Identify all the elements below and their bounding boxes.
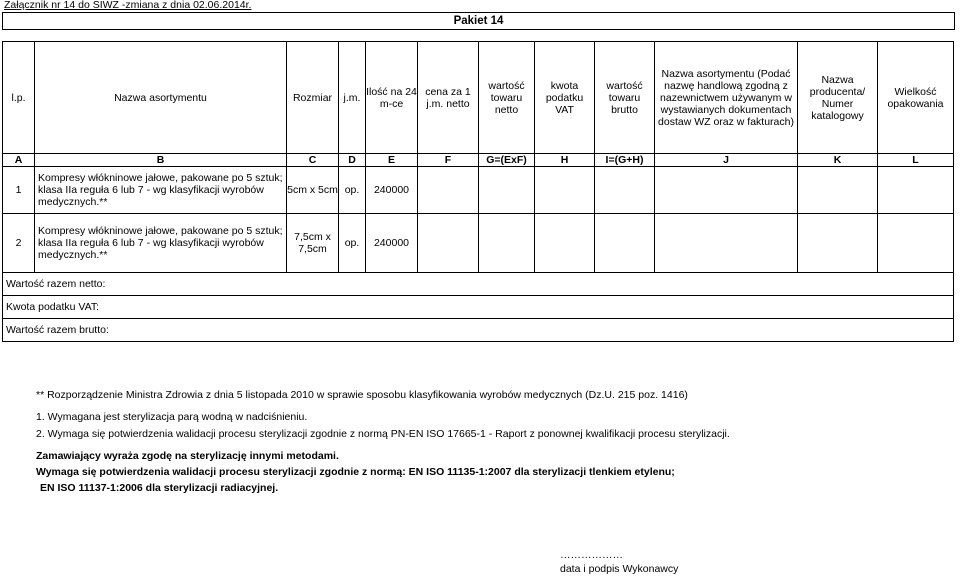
column-letter: H bbox=[535, 154, 595, 167]
row-price[interactable] bbox=[418, 214, 479, 273]
column-letter: D bbox=[339, 154, 366, 167]
row-packaging[interactable] bbox=[878, 167, 954, 214]
column-letter: B bbox=[35, 154, 287, 167]
row-unit: op. bbox=[339, 167, 366, 214]
offer-table bbox=[2, 41, 954, 342]
row-net-value[interactable] bbox=[479, 167, 535, 214]
gross-total-label: Wartość razem brutto: bbox=[3, 319, 954, 342]
summary-vat-row bbox=[3, 296, 954, 319]
requirement-2: 2. Wymaga się potwierdzenia walidacji procesu sterylizacji zgodnie z normą PN-EN ISO 17665-1 - Raport z ponownej kwalifikacji procesu sterylizacji. bbox=[36, 428, 730, 440]
summary-gross-row bbox=[3, 319, 954, 342]
row-producer[interactable] bbox=[798, 167, 878, 214]
col-price: cena za 1 j.m. netto bbox=[418, 42, 479, 154]
column-letter: A bbox=[3, 154, 35, 167]
vat-total-label: Kwota podatku VAT: bbox=[3, 296, 954, 319]
column-letter: K bbox=[798, 154, 878, 167]
column-letter: J bbox=[655, 154, 798, 167]
col-unit: j.m. bbox=[339, 42, 366, 154]
row-size: 7,5cm x 7,5cm bbox=[287, 214, 339, 273]
col-size: Rozmiar bbox=[287, 42, 339, 154]
column-letter: G=(ExF) bbox=[479, 154, 535, 167]
row-name: Kompresy włókninowe jałowe, pakowane po 5 sztuk; klasa IIa reguła 6 lub 7 - wg klasyfikacji wyrobów medycznych.** bbox=[35, 214, 287, 273]
row-producer[interactable] bbox=[798, 214, 878, 273]
regulation-footnote: ** Rozporządzenie Ministra Zdrowia z dnia 5 listopada 2010 w sprawie sposobu klasyfikowania wyrobów medycznych (Dz.U. 215 poz. 1416) bbox=[36, 389, 688, 401]
col-gross-value: wartość towaru brutto bbox=[595, 42, 655, 154]
col-net-value: wartość towaru netto bbox=[479, 42, 535, 154]
col-name: Nazwa asortymentu bbox=[35, 42, 287, 154]
header-note: Załącznik nr 14 do SIWZ -zmiana z dnia 02.06.2014r. bbox=[4, 0, 252, 11]
net-total-label: Wartość razem netto: bbox=[3, 273, 954, 296]
col-packaging: Wielkość opakowania bbox=[878, 42, 954, 154]
col-qty: Ilość na 24 m-ce bbox=[366, 42, 418, 154]
header-row bbox=[3, 42, 954, 154]
package-title: Pakiet 14 bbox=[2, 12, 955, 30]
col-producer: Nazwa producenta/ Numer katalogowy bbox=[798, 42, 878, 154]
column-letter: F bbox=[418, 154, 479, 167]
row-qty: 240000 bbox=[366, 167, 418, 214]
row-vat-amount[interactable] bbox=[535, 214, 595, 273]
row-gross-value[interactable] bbox=[595, 167, 655, 214]
row-net-value[interactable] bbox=[479, 214, 535, 273]
requirement-1: 1. Wymagana jest sterylizacja parą wodną w nadciśnieniu. bbox=[36, 411, 308, 423]
col-vat-amount: kwota podatku VAT bbox=[535, 42, 595, 154]
ethylene-note: Wymaga się potwierdzenia walidacji procesu sterylizacji zgodnie z normą: EN ISO 11135-1:2007 dla sterylizacji tlenkiem etylenu; bbox=[36, 466, 675, 478]
column-letter: E bbox=[366, 154, 418, 167]
radiation-note: EN ISO 11137-1:2006 dla sterylizacji radiacyjnej. bbox=[40, 482, 279, 494]
table-row bbox=[3, 167, 954, 214]
column-letters-row bbox=[3, 154, 954, 167]
signature-dots: ……………… bbox=[560, 549, 623, 561]
row-qty: 240000 bbox=[366, 214, 418, 273]
row-trade-name[interactable] bbox=[655, 167, 798, 214]
row-lp: 2 bbox=[3, 214, 35, 273]
row-packaging[interactable] bbox=[878, 214, 954, 273]
row-size: 5cm x 5cm bbox=[287, 167, 339, 214]
row-unit: op. bbox=[339, 214, 366, 273]
col-trade-name: Nazwa asortymentu (Podać nazwę handlową zgodną z nazewnictwem używanym w wystawianych dokumentach dostaw WZ oraz w fakturach) bbox=[655, 42, 798, 154]
column-letter: L bbox=[878, 154, 954, 167]
column-letter: C bbox=[287, 154, 339, 167]
row-gross-value[interactable] bbox=[595, 214, 655, 273]
consent-note: Zamawiający wyraża zgodę na sterylizację innymi metodami. bbox=[36, 450, 339, 462]
row-vat-amount[interactable] bbox=[535, 167, 595, 214]
signature-label: data i podpis Wykonawcy bbox=[560, 563, 679, 575]
row-price[interactable] bbox=[418, 167, 479, 214]
summary-net-row bbox=[3, 273, 954, 296]
row-lp: 1 bbox=[3, 167, 35, 214]
row-trade-name[interactable] bbox=[655, 214, 798, 273]
row-name: Kompresy włókninowe jałowe, pakowane po 5 sztuk; klasa IIa reguła 6 lub 7 - wg klasyfikacji wyrobów medycznych.** bbox=[35, 167, 287, 214]
table-row bbox=[3, 214, 954, 273]
col-lp: l.p. bbox=[3, 42, 35, 154]
column-letter: I=(G+H) bbox=[595, 154, 655, 167]
